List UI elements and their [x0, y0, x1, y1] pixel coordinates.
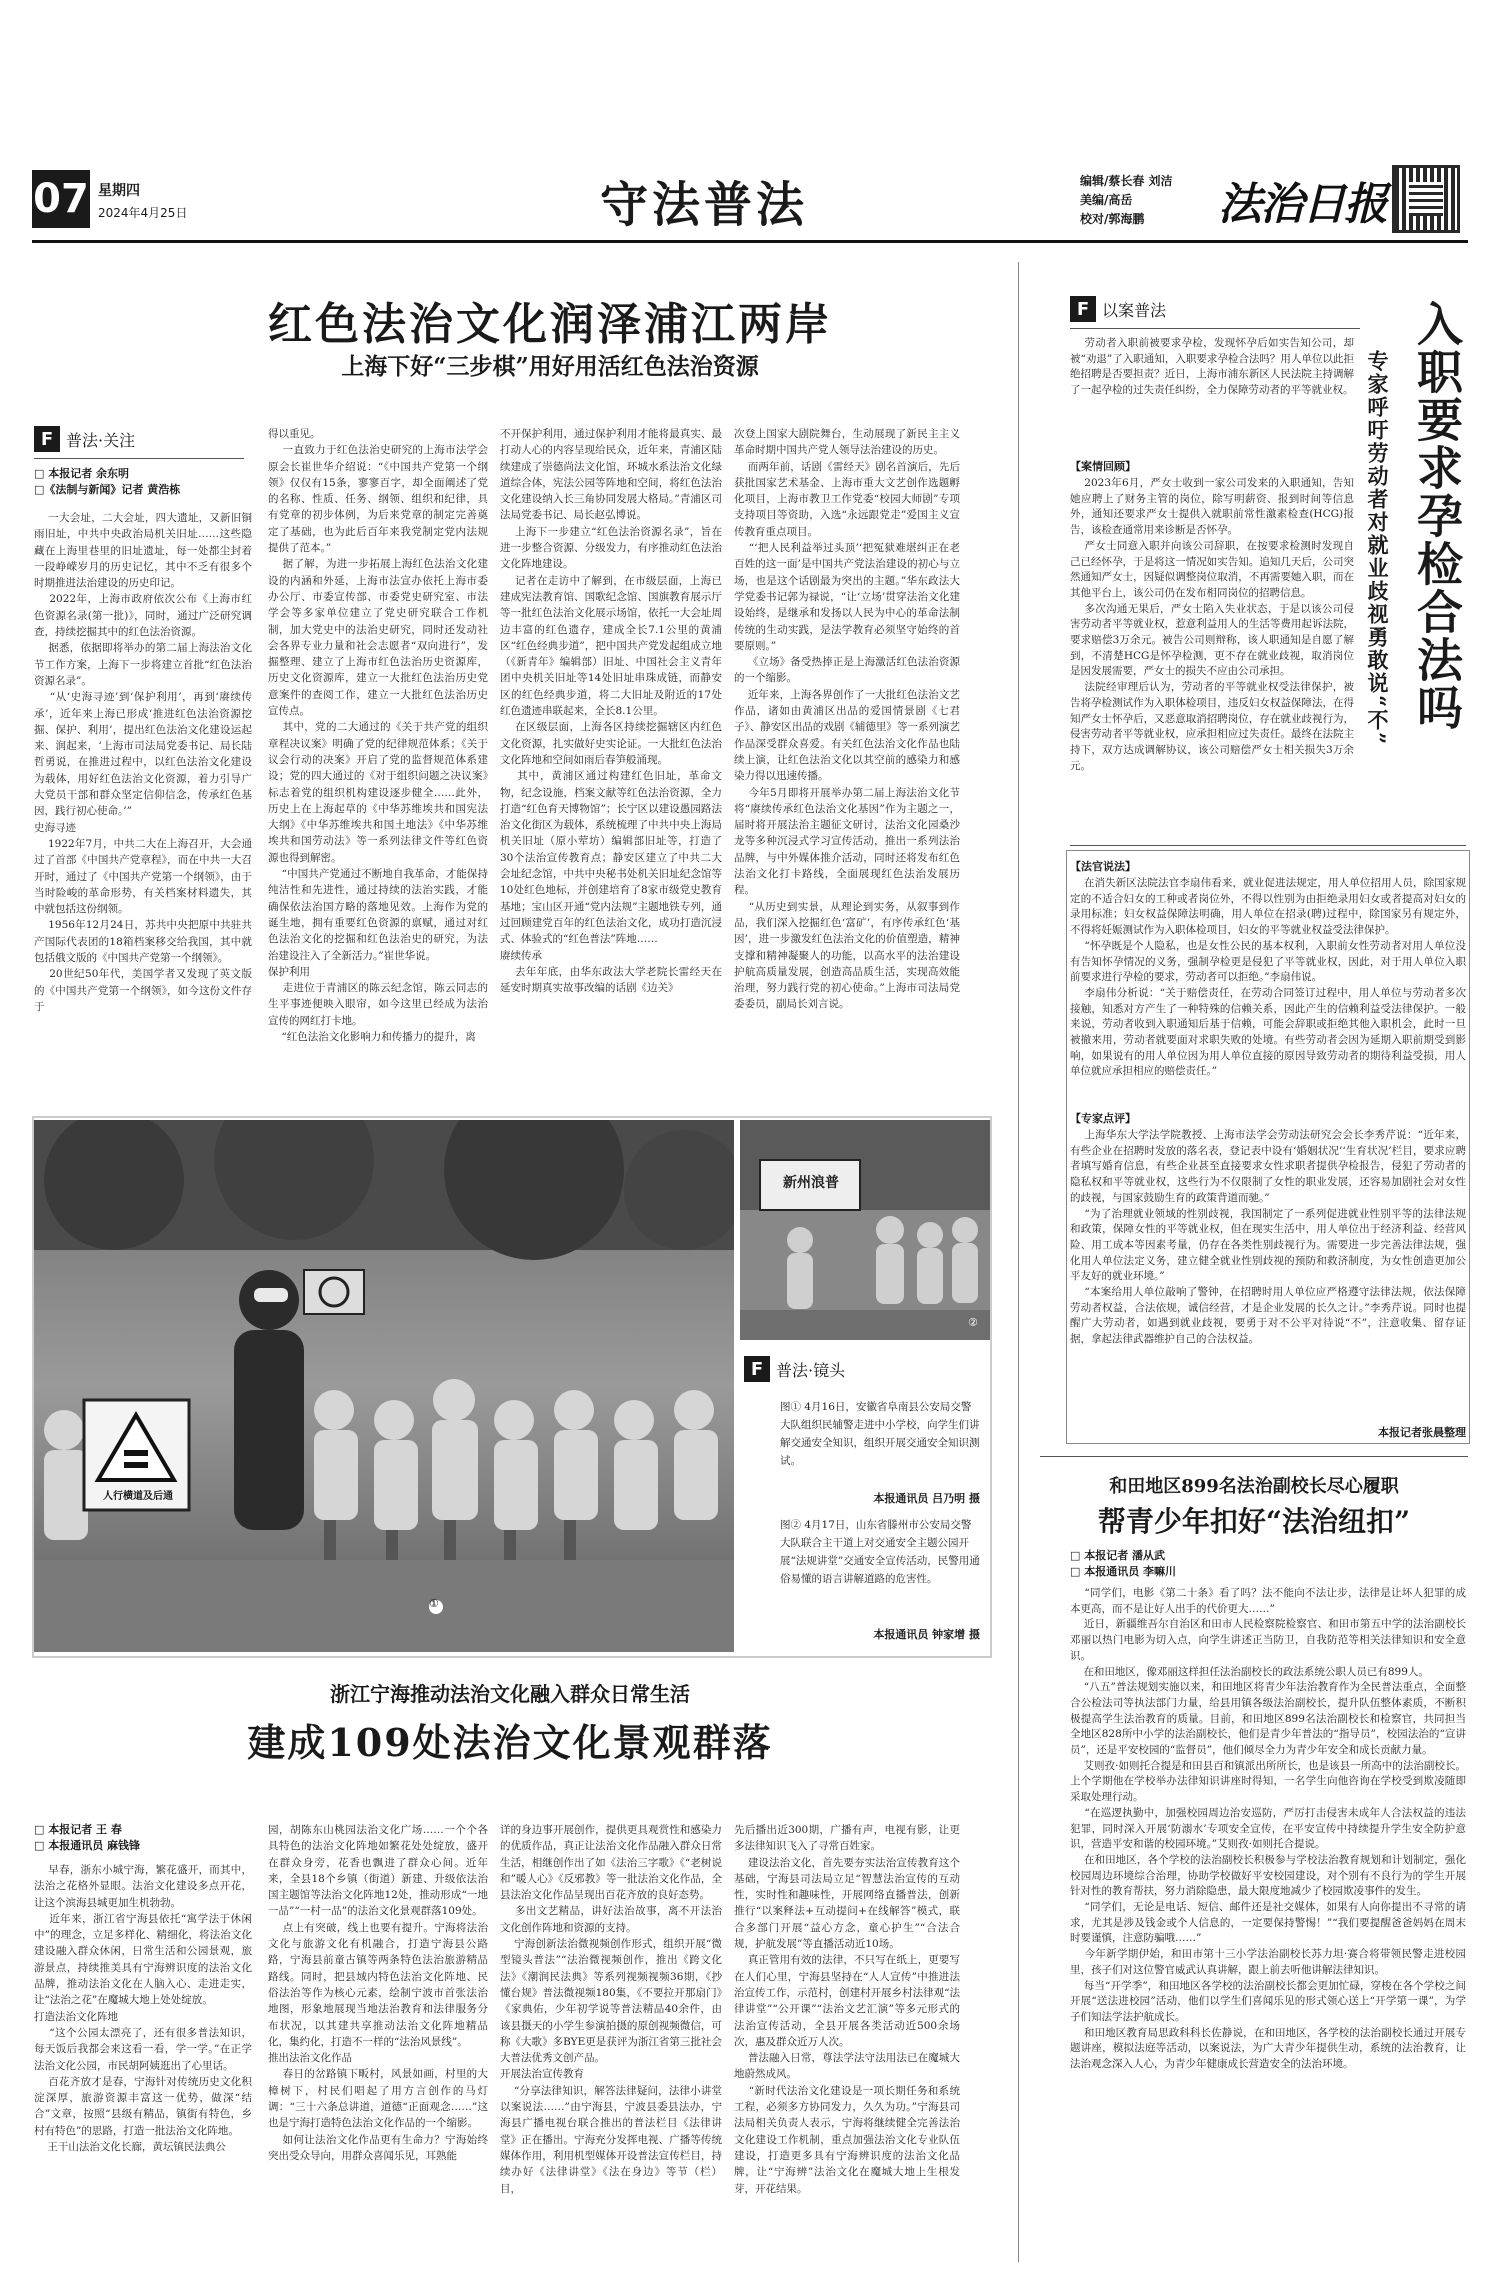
lead-column-2: 得以重见。 一直致力于红色法治史研究的上海市法学会原会长崔世华介绍说：“《中国共产党第一个纲领》仅仅有15条，寥寥百字，却全面阐述了党的名称、性质、任务、纲领、组织和纪律，具有党章的初步体例，为后来党章的制定完善奠定了基础，也为此后百年来我党制定党内法规提供了范本。” 据了解，为进一步拓展上海红色法治文化建设的内涵和外延，上海市法宣办依托上海市委办公厅、市委宣传部、市委党史研究室、市法学会等多家单位建立了党史研究联合工作机制，加大党史中的法治史研究，同时还发动社会各界专业力量和社会志愿者“双向进行”，发掘整理、建立了上海市红色法治历史资源库，历史文化资源库，建立一大批红色法治历史党意案件的查阅工作，建立一大批红色法治历史宣传点。 其中，党的二大通过的《关于共产党的组织章程决议案》明确了党的纪律规范体系；《关于议会行动的决案》开启了党的监督规范体系建设；党的四大通过的《对于组织问题之决议案》标志着党的组织机构建设逐步健全……此外，历史上在上海起草的《中华苏维埃共和国宪法大纲》《中华苏维埃共和国土地法》《中华苏维埃共和国劳动法》等一系列法律文件等红色资源也得到解密。 “中国共产党通过不断地自我革命，才能保持纯洁性和先进性，通过持续的法治实践，才能确保依法治国方略的落地见效。上海作为党的诞生地，拥有重要红色资源的禀赋，通过对红色法治文化的挖掘和红色法治史的研究，为法治建设注入了全新活力。”崔世华说。 保护利用 走进位于青浦区的陈云纪念馆，陈云同志的生平事迹便映入眼帘，如今这里已经成为法治宣传的网红打卡地。 “红色法治文化影响力和传播力的提升，离: [268, 428, 488, 1043]
section-title: 守法普法: [600, 177, 809, 233]
story2-column-3: 详的身边事开展创作，提供更具观赏性和感染力的优质作品，真正让法治文化作品融入群众日常生活，相继创作出了如《法治三字歌》《“老树说和”暖人心》《反邪教》等一批法治文化作品，全县法治文化作品呈现出百花齐放的良好态势。 多出文艺精品，讲好法治故事，离不开法治文化创作阵地和资源的支持。 宁海创新法治微视频创作形式，组织开展“微型镜头普法”“法治微视频创作，推出《跨文化法》《潮润民法典》等系列视频视频36期，《抄懂台规》普法微视频180集，《不要拉开那扇门》《家典佑，少年初学说等普法精品40余件，由该县摄天的小学生参演拍摄的原创视频微信，可称《大歌》多BYE更是获评为浙江省第三批社会大普法优秀文创产品。 开展法治宣传教育 “分享法律知识，解答法律疑问，法律小讲堂以案说法……”由宁海县，宁波县委县法办，宁海县广播电视台联合推出的普法栏目《法律讲堂》正在播出。宁海充分发挥电视、广播等传统媒体作用，利用机型媒体开设普法宣传栏目，持续办好《法律讲堂》《法在身边》等节（栏）目，: [500, 1824, 722, 2195]
tag-f-icon: F: [34, 426, 60, 452]
lead-headline: 红色法治文化润泽浦江两岸: [268, 299, 832, 350]
photo-caption-panel: [740, 1350, 985, 1650]
lead-subhead: 上海下好“三步棋”用好用活红色法治资源: [341, 353, 759, 380]
right-tag-rule: [1070, 328, 1360, 329]
lead-column-1: 一大会址，二大会址，四大遗址，又新旧铜雨旧址，中共中央政治局机关旧址……这些隐藏在上海里巷里的旧址遗址，每一处都尘封着一段峥嵘岁月的历史记忆，其中不乏有很多个时期推进法治建设的历史印记。 2022年，上海市政府依次公布《上海市红色资源名录(第一批)》，同时，通过广泛研究调查，持续挖掘其中的红色法治资源。 据悉，依据即将举办的第二届上海法治文化节工作方案，上海下一步将建立首批“红色法治资源名录”。 “从‘史海寻迹’到‘保护利用’，再到‘赓续传承’，近年来上海已形成‘推进红色法治资源挖掘、保护、利用’，提出红色法治文化建设运起来、润起来，‘上海市司法局党委书记、局长陆哲勇说，在推进过程中，以红色法治文化建设为载体，用好红色法治文化资源，着力引导广大党员干部和群众坚定信仰信念，传承红色基因，践行初心使命。’” 史海寻迹 1922年7月，中共二大在上海召开，大会通过了首部《中国共产党章程》，而在中共一大召开时，通过了《中国共产党第一个纲领》，由于当时险峻的革命形势，有关档案材料遗失，其中就包括这份纲领。 1956年12月24日，苏共中央把原中共驻共产国际代表团的18箱档案移交给我国，其中就包括俄文版的《中国共产党第一个纲领》。 20世纪50年代，美国学者又发现了英文版的《中国共产党第一个纲领》，如今这份文件存于: [34, 512, 252, 1013]
lead-column-3: 不开保护利用，通过保护利用才能将最真实、最打动人心的内容呈现给民众，近年来，青浦区陆续建成了崇德尚法文化馆，环城水系法治文化绿道综合体，宪法公园等阵地和空间，将红色法治文化建设纳入长三角协同发展大格局。”青浦区司法局党委书记、局长赵弘博说。 上海下一步建立“红色法治资源名录”，旨在进一步整合资源、分级发力，有序推动红色法治文化阵地建设。 记者在走访中了解到，在市级层面，上海已建成宪法教育馆、国歌纪念馆、国旗教育展示厅等一批红色法治文化展示场馆，依托一大会址周边丰富的红色遗存，建成全长7.1公里的黄浦区“红色经典步道”，把中国共产党发起组成立地（《新青年》编辑部）旧址、中国社会主义青年团中央机关旧址等14处旧址串珠成链，而静安区的红色经典步道，将二大旧址及附近的17处红色遗迹串联起来，全长8.1公里。 在区级层面，上海各区持续挖掘辖区内红色文化资源，扎实做好史实论证。一大批红色法治文化阵地和空间如雨后春笋般涌现。 其中，黄浦区通过构建红色旧址，革命文物，纪念设施，档案文献等红色法治资源，全力打造“红色育天博物馆”；长宁区以建设愚园路法治文化街区为载体，系统梳理了中共中央上海局机关旧址（原小荤坊）编辑部旧址等，打造了30个法治宣传教育点；静安区建立了中共二大会址纪念馆，中共中央秘书处机关旧址纪念馆等10处红色地标，并创建培育了8家市级党史教育基地；宝山区开通“党内法规”主题地铁专列，通过回顾建党百年的红色法治文化，成功打造沉浸式、体验式的“红色普法”阵地…… 赓续传承 去年年底，由华东政法大学老院长雷经天在延安时期真实故事改编的话剧《边关》: [500, 428, 722, 995]
section-tag: [34, 426, 135, 452]
story2-column-4: 先后播出近300期，广播有声，电视有影，让更多法律知识飞入了寻常百姓家。 建设法治文化，首先要夯实法治宣传教育这个基础，宁海县司法局立足“智慧法治宣传的互动性，实时性和趣味性，开展网络直播普法，创新推行“以案释法+互动提问+在线解答”模式，联合多部门开展“益心方念，童心护生”“合法合规，护航发展”等直播活动近10场。 真正管用有效的法律，不只写在纸上，更要写在人们心里，宁海县坚持在“人人宣传”中推进法治宣传工作，示范村，创建村开展乡村法律观“法律讲堂”“公开课”“法治文艺汇演”等多元形式的法治宣传活动，全县开展各类活动近500余场次，惠及群众近万人次。 普法融入日常，尊法学法守法用法已在魔城大地蔚然成风。 “新时代法治文化建设是一项长期任务和系统工程，必须多方协同发力，久久为功。”宁海县司法局相关负责人表示，宁海将继续健全完善法治文化建设工作机制，重点加强法治文化专业队伍建设，打造更多具有宁海辨识度的法治文化品牌，让“宁海辨”法治文化在魔城大地上生根发芽，开花结果。: [734, 1824, 960, 2195]
br-kicker: 和田地区899名法治副校长尽心履职: [1109, 1476, 1399, 1497]
br-body: “同学们，电影《第二十条》看了吗？法不能向不法让步，法律是让坏人犯罪的成本更高，而不是让好人出手的代价更大……” 近日，新疆维吾尔自治区和田市人民检察院检察官、和田市第五中学的法治副校长邓丽以热门电影为切入点，向学生讲述正当防卫，自我防范等相关法律知识和安全意识。 在和田地区，像邓丽这样担任法治副校长的政法系统公职人员已有899人。 “八五”普法规划实施以来，和田地区将青少年法治教育作为全民普法重点，全面整合公检法司等执法部门力量，给县用镇各级法治副校长，提升队伍整体素质，不断积极提高学生法治教育的质量。目前，和田地区899名法治副校长和检察官，共同担当全地区828所中小学的法治副校长，他们是青少年普法的“指导员”，校园法治的“宣讲员”，还是平安校园的“监督员”，他们倾尽全力为青少年安全和成长贡献力量。 艾则孜·如则托合提是和田县百和镇派出所所长，也是该县一所高中的法治副校长。上个学期他在学校举办法律知识讲座时得知，一名学生向他咨询在学校受到欺凌随即采取处理行动。 “在巡逻执勤中，加强校园周边治安巡防，严厉打击侵害未成年人合法权益的违法犯罪，同时深入开展‘防溺水’专项安全宣传，在平安宣传中持续提升学生安全防护意识，营造平安和谐的校园环境。”艾则孜·如则托合提说。 在和田地区，各个学校的法治副校长积极参与学校法治教育规划和计划制定，强化校园周边环境综合治理，协助学校做好平安校园建设，对个别有不良行为的学生开展针对性的教育帮扶，努力消除隐患，最大限度地减少了校园欺凌事件的发生。 “同学们，无论是电话、短信、邮件还是社交媒体，如果有人向你提出不寻常的请求，尤其是涉及钱金或个人信息的，一定要保持警惕！”“我们要提醒爸爸妈妈在周末时要谨慎，注意防骗哦……” 今年新学期伊始，和田市第十三小学法治副校长苏力坦·赛合将带领民警走进校园里，孩子们对这位警官威武认真讲解，跟上前去听他讲解法律知识。 每当“开学季”，和田地区各学校的法治副校长都会更加忙碌，穿梭在各个学校之间开展“送法进校园”活动，他们以学生们喜闻乐见的形式领心送上“开学第一课”，为学子们知法学法护航成长。 和田地区教育局思政科科长佐静说，在和田地区，各学校的法治副校长通过开展专题讲座，模拟法庭等活动，以案说法，为广大青少年提供生动，系统的法治教育，让法治观念深入人心，为青少年健康成长营造安全的法治环境。: [1070, 1587, 1466, 2071]
story2-column-1: 早春，浙东小城宁海，繁花盛开，而其中，法治之花格外显眼。法治文化建设多点开花，让这个滨海县城更加生机勃勃。 近年来，浙江省宁海县依托“寓学法于休闲中”的理念，立足多样化、精细化，将法治文化建设融入群众休闲，日常生活和公园景观，旅游景点，持续推美具有宁海辨识度的法治文化品牌，推动法治文化在人脑入心、走进走实，让“法治之花”在魔城大地上处处绽放。 打造法治文化阵地 “这个公园太漂亮了，还有很多普法知识，每天饭后我都会来这看一看，学一学。”在正学法治文化公园，市民胡阿姨逛出了心里话。 百花齐放才是春，宁海针对传统历史文化积淀深厚，旅游资源丰富这一优势，做深“结合”文章，按照“县级有精品，镇街有特色，乡村有特色”的思路，打造一批法治文化阵地。 王干山法治文化长廊，黄坛镇民法典公: [34, 1864, 252, 2154]
photo-tag: [744, 1356, 845, 1382]
photo-2-image: [740, 1120, 990, 1340]
law-body: 在消失新区法院法官李扇伟看来，就业促进法规定，用人单位招用人员，除国家规定的不适合妇女的工种或者岗位外，不得以性别为由拒绝录用妇女或者提高对妇女的录用标准；妇女权益保障法明确，用人单位在招录(聘)过程中，除国家另有规定外，不得将妊娠测试作为入职体检项目，妇女的平等就业权益受法律保护。 “怀孕既是个人隐私，也是女性公民的基本权利，入职前女性劳动者对用人单位没有告知怀孕情况的义务，强制孕检更是侵犯了平等就业权，因此，对于用人单位入职前要求进行孕检的要求，劳动者可以拒绝。”李扇伟说。 李扇伟分析说：“关于赔偿责任，在劳动合同签订过程中，用人单位与劳动者多次接触，知悉对方产生了一种特殊的信赖关系，因此产生的信赖利益受法律保护。一般来说，劳动者收到入职通知后基于信赖，可能会辞职或拒绝其他入职机会，此时一旦被撤来用，劳动者就要面对求职失败的处境。有些劳动者会因为延期入职前期受到影响，如果说有的用人单位因为用人单位直接的原因导致劳动者的期待利益受损，用人单位就应承担相应的赔偿责任。”: [1070, 877, 1466, 1078]
right-vertical-subhead: 专家呼吁劳动者对就业歧视勇敢说“不”: [1365, 350, 1390, 747]
editor-credits: [1080, 172, 1173, 229]
credit-2: 本报通讯员 钟家增 摄: [873, 1628, 980, 1641]
story2-byline: [34, 1822, 254, 1854]
credit-1: 本报通讯员 吕乃明 摄: [873, 1492, 980, 1505]
sign-caption: 人行横道及后通: [103, 1491, 173, 1502]
byline-reporter: □ 本报记者 余东明: [34, 467, 130, 480]
br-headline: 帮青少年扣好“法治纽扣”: [1097, 1505, 1411, 1538]
lead-byline: [34, 466, 254, 498]
br-byline: [1070, 1548, 1370, 1580]
tag-rule: [34, 458, 244, 459]
photo-1-image: [34, 1120, 734, 1652]
byline-reporter-2: □《法制与新闻》记者 黄浩栋: [34, 483, 181, 496]
case-body: 2023年6月，严女士收到一家公司发来的入职通知，告知她应聘上了财务主管的岗位，除写明薪资、报到时间等信息外，通知还要求严女士提供入就职前常性激素检查(HCG)报告，该检查通常用来诊断是否怀孕。 严女士同意入职并向该公司辞职，在按要求检测时发现自己已经怀孕，于是将这一情况如实告知。追知几天后，公司突然通知严女士，因疑似调整岗位取消，不再需要她入职，而在其他平台上，该公司仍在发布相同岗位的招聘信息。 多次沟通无果后，严女士陷入失业状态，于是以该公司侵害劳动者平等就业权，惹意利益用人的生活等费用起诉法院，要求赔偿3万余元。被告公司则辩称，该人职通知是自愿了解到，不清楚HCG是怀孕检测，更不存在就业歧视，取消岗位是因发展需要，严女士的损失不应由公司承担。 法院经审理后认为，劳动者的平等就业权受法律保护，被告将孕检测试作为入职体检项目，违反妇女权益保障法，在得知严女士怀孕后，又恶意取消招聘岗位，存在就业歧视行为，侵害劳动者平等就业权，应承担相应过失责任。最终在法院主持下，双方达成调解协议，该公司赔偿严女士相关损失3万余元。: [1070, 477, 1354, 772]
column-divider: [1018, 262, 1019, 2262]
publication-date: 2024年4月25日: [98, 206, 188, 220]
case-heading: 【案情回顾】: [1070, 460, 1136, 473]
photo-badge-2: ②: [968, 1316, 978, 1329]
expert-reporter: 本报记者张晨整理: [1378, 1426, 1466, 1439]
right-intro: 劳动者入职前被要求孕检，发现怀孕后如实告知公司，却被“劝退”了入职通知，入职要求孕检合法吗？用人单位以此拒绝招聘是否要担责？近日，上海市浦东新区人民法院主持调解了一起孕检的过失责任纠纷，全力保障劳动者的平等就业权。: [1070, 337, 1354, 397]
photo-1: [34, 1120, 734, 1652]
editor-line-1: 编辑/蔡长春 刘洁: [1080, 174, 1173, 188]
newspaper-logo: 法治日报: [1218, 179, 1386, 230]
photo-tag-f-icon: F: [744, 1356, 770, 1382]
masthead-rule: [32, 240, 1468, 243]
page-number: 07: [32, 170, 90, 228]
right-tag: [1070, 296, 1166, 322]
br-byline-correspondent: □ 本报通讯员 李嘛川: [1070, 1565, 1177, 1578]
photo-2: [740, 1120, 990, 1340]
story2-kicker: 浙江宁海推动法治文化融入群众日常生活: [330, 1682, 690, 1706]
story2-byline-correspondent: □ 本报通讯员 麻钱锋: [34, 1839, 141, 1852]
lead-column-4: 次登上国家大剧院舞台，生动展现了新民主主义革命时期中国共产党人领导法治建设的历史。 而两年前，话剧《雷经天》剧名首演后，先后获批国家艺术基金、上海市重大文艺创作选题孵化项目，上海市教卫工作党委“校园大师剧”专项支持项目等资助，入选“永远跟党走”爱国主义宣传教育重点项目。 “‘把人民利益举过头顶’‘把冤狱难堪纠正在老百姓的这一面’是中国共产党法治建设的初心与立场，也是这个话剧最为突出的主题。”华东政法大学党委书记郭为禄说，“让‘立场’贯穿法治文化建设始终，是继承和发扬以人民为中心的革命法制传统的生动实践，是法学教育必须坚守始终的首要原则。” 《立场》备受热捧正是上海激活红色法治资源的一个缩影。 近年来，上海各界创作了一大批红色法治文艺作品，诸如由黄浦区出品的爱国情景剧《七君子》、静安区出品的戏剧《辅德里》等一系列演艺作品深受群众喜爱。有关红色法治文化作品也陆续上演，让红色法治文化以其空前的感染力和感染力得以迅速传播。 今年5月即将开展举办第二届上海法治文化节将“赓续传承红色法治文化基因”作为主题之一，届时将开展法治主题征文研讨，法治文化园桑沙龙等多种沉浸式学习宣传活动，推出一系列法治品牌，与中外媒体推介活动，同时还将发布红色法治文化打卡路线，全面展现红色法治发展历程。 “从历史到实景，从理论到实务，从叙事到作品，我们深入挖掘红色‘富矿’，有序传承红色‘基因’，进一步激发红色法治文化的价值塑造，精神支撑和精神凝聚人的功能，以高水平的法治建设护航高质量发展，创造高品质生活，实现高效能治理，努力践行党的初心使命。”上海市司法局党委委员，副局长刘言说。: [734, 428, 960, 1011]
law-heading: 【法官说法】: [1070, 860, 1136, 873]
weekday: 星期四: [98, 183, 140, 199]
editor-line-2: 美编/高岳: [1080, 193, 1133, 207]
right-tag-label: 以案普法: [1102, 300, 1167, 320]
tag-label: 普法·关注: [66, 430, 136, 450]
expert-heading: 【专家点评】: [1070, 1112, 1136, 1125]
qr-code-icon[interactable]: [1392, 165, 1460, 233]
photo-badge-1: ①: [429, 1597, 439, 1610]
right-tag-f-icon: F: [1070, 296, 1096, 322]
law-rule: [1070, 845, 1466, 846]
br-rule: [1040, 1456, 1468, 1457]
story2-column-2: 园，胡陈东山桃园法治文化广场……一个个各具特色的法治文化阵地如繁花处处绽放，盛开在群众身旁，花香也飘进了群众心间。近年来，全县18个乡镇（街道）新建、升级依法治国主题馆等法治文化阵地12处，推动形成“一地一品”“一村一品”的法治文化景观群落109处。 点上有突破，线上也要有提升。宁海将法治文化与旅游文化有机融合，打造宁海县公路路，宁海县前童古镇等两条特色法治旅游精品路线。同时，把县域内特色法治文化阵地、民俗法治等作为核心元素，绘制宁波市首张法治地图，形象地展现当地法治教育和法律服务分布状况，以其建共享推动法治文化阵地精品化，集约化，打造不一样的“法治风景线”。 推出法治文化作品 春日的岔路镇下畈村，风景如画，村里的大樟树下，村民们唱起了用方言创作的马灯调：“三十六条总讲道，道德“正面观念……”这也是宁海打造特色法治文化作品的一个缩影。 如何让法治文化作品更有生命力？宁海始终突出受众导向，用群众喜闻乐见，耳熟能: [268, 1824, 488, 2162]
right-vertical-headline: 入职要求孕检合法吗: [1410, 300, 1464, 732]
caption-1: 图① 4月16日，安徽省阜南县公安局交警大队组织民辅警走进中小学校，向学生们讲解交通安全知识，组织开展交通安全知识测试。: [780, 1401, 980, 1467]
editor-line-3: 校对/郭海鹏: [1080, 212, 1145, 226]
expert-body: 上海华东大学法学院教授、上海市法学会劳动法研究会会长李秀芹说：“近年来，有些企业在招聘时发放的落名表，登记表中设有‘婚姻状况’‘生育状况’栏目，要求应聘者填写婚育信息，有些企业甚至直接要求女性求职者提供孕检报告，侵犯了劳动者的隐私权和平等就业权，这些行为不仅限制了女性的职业发展，还容易加剧社会对女性的歧视，与国家鼓励生育的政策背道而驰。” “为了治理就业领域的性别歧视，我国制定了一系列促进就业性别平等的法律法规和政策，保障女性的平等就业权，但在现实生活中，用人单位出于经济利益、经营风险、用工成本等因素考量，仍存在各类性别歧视行为。需要进一步完善法律法规，强化用人单位法定义务，建立健全就业性别歧视的预防和救济制度，为女性创造更加公平友好的就业环境。” “本案给用人单位敲响了警钟，在招聘时用人单位应严格遵守法律法规，依法保障劳动者权益，合法依规，诚信经营，才是企业发展的长久之计。”李秀芹说。同时也提醒广大劳动者，如遇到就业歧视，要勇于对不公平对待说“不”，注意收集、留存证据，拿起法律武器维护自己的合法权益。: [1070, 1129, 1466, 1346]
story2-byline-reporter: □ 本报记者 王 春: [34, 1823, 122, 1836]
photo-tag-label: 普法·镜头: [776, 1360, 846, 1380]
caption-2: 图② 4月17日，山东省滕州市公安局交警大队联合主干道上对交通安全主题公园开展“法规讲堂”交通安全宣传活动，民警用通俗易懂的语言讲解道路的危害性。: [780, 1519, 980, 1585]
story2-headline: 建成109处法治文化景观群落: [247, 1720, 773, 1765]
photo-panel-text: 新州浪普: [783, 1175, 839, 1191]
br-byline-reporter: □ 本报记者 潘从武: [1070, 1549, 1166, 1562]
